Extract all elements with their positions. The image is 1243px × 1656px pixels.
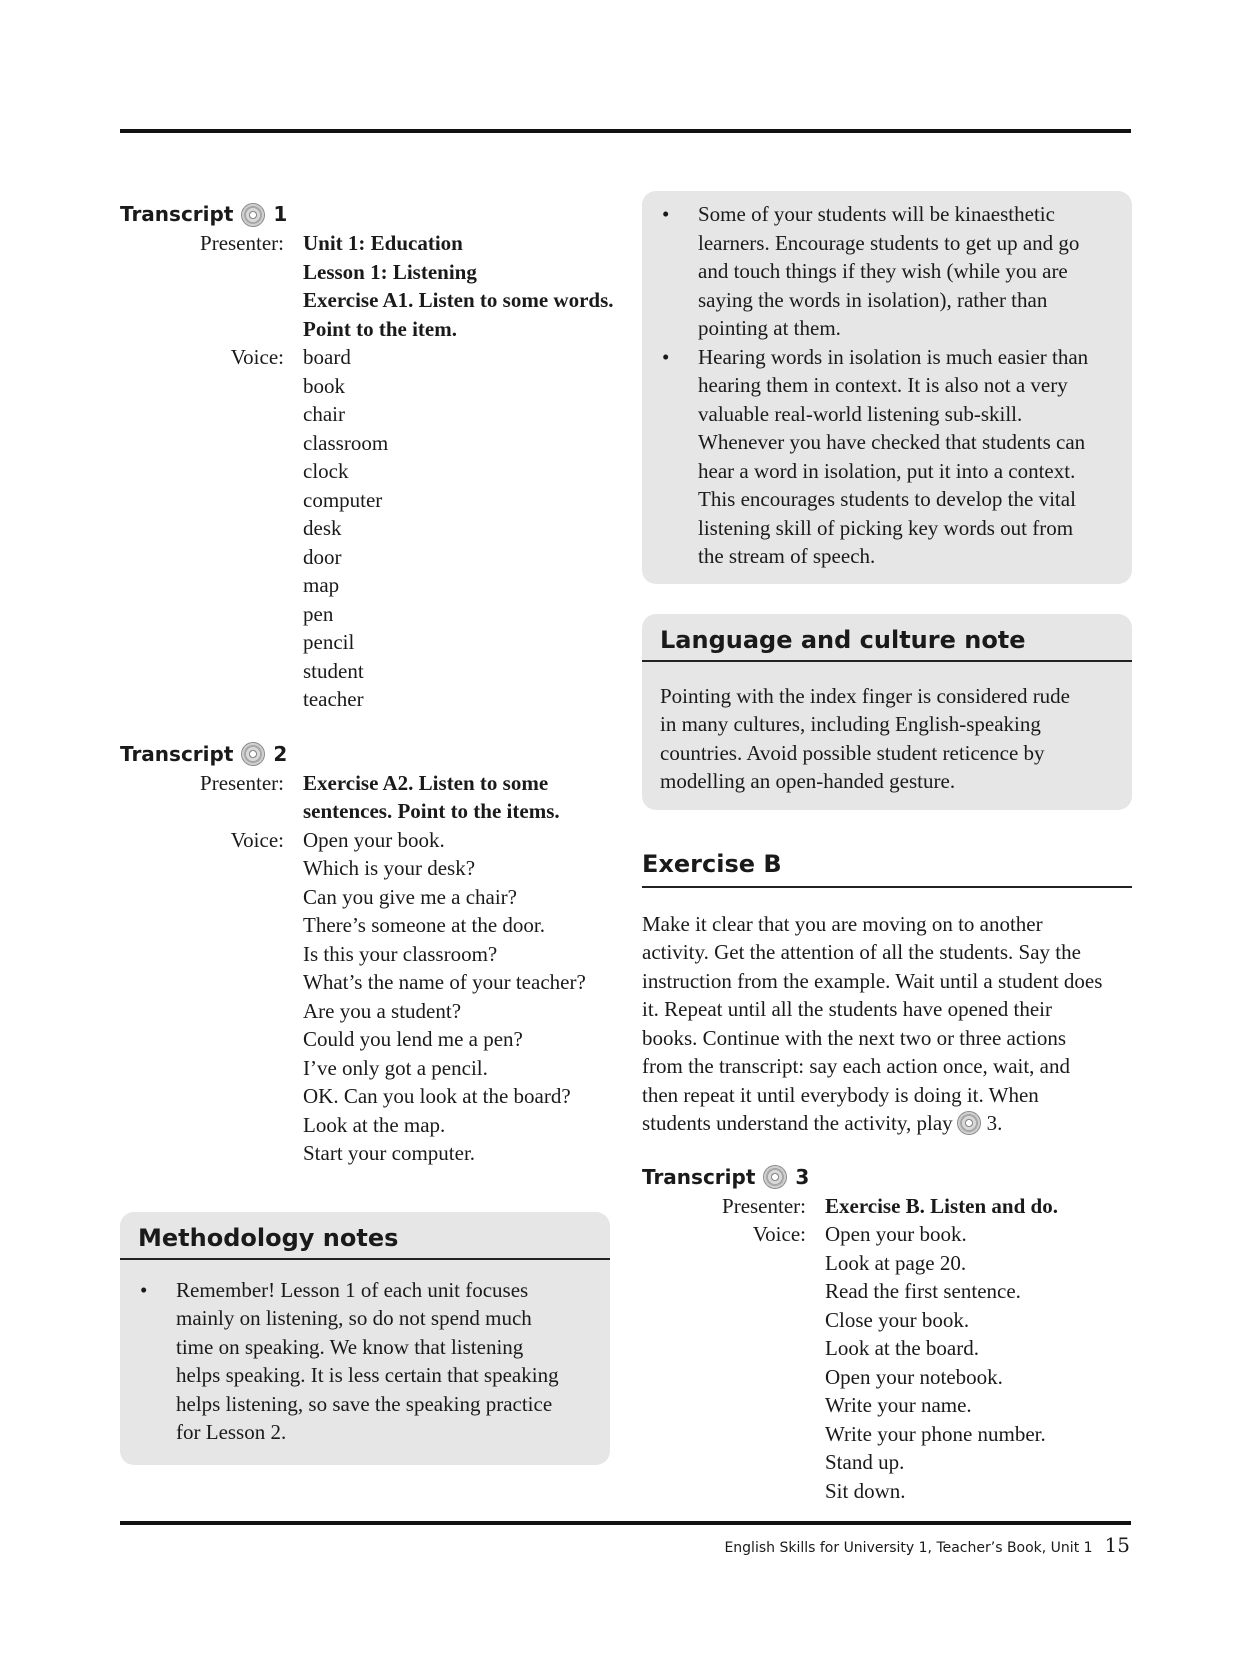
voice-line: Close your book. <box>825 1307 970 1332</box>
cd-icon <box>241 742 265 766</box>
presenter-line: Lesson 1: Listening <box>303 259 477 284</box>
continued-notes-box <box>642 191 1132 584</box>
transcript-1 <box>120 200 614 714</box>
page-number: 15 <box>1104 1533 1130 1557</box>
transcript-number: 1 <box>273 202 288 226</box>
voice-line: What’s the name of your teacher? <box>303 970 586 994</box>
paragraph-line: instruction from the example. Wait until a student does <box>642 968 1103 993</box>
transcript-label: Transcript <box>642 1164 756 1189</box>
voice-line: Look at page 20. <box>825 1250 967 1275</box>
bullet-line: Hearing words in isolation is much easier than <box>698 344 1089 369</box>
voice-line: Open your notebook. <box>825 1364 1003 1389</box>
bullet-line: learners. Encourage students to get up and go <box>698 230 1080 255</box>
note-line: modelling an open-handed gesture. <box>660 769 956 793</box>
voice-line: pencil <box>303 630 355 654</box>
bullet-line: hearing them in context. It is also not a very <box>698 373 1068 397</box>
voice-line: computer <box>303 487 383 512</box>
voice-line: Write your name. <box>825 1393 972 1417</box>
note-line: countries. Avoid possible student reticence by <box>660 740 1045 765</box>
voice-line: pen <box>303 601 334 626</box>
left-column <box>120 200 614 1465</box>
voice-line: There’s someone at the door. <box>303 913 546 937</box>
voice-line: OK. Can you look at the board? <box>303 1084 571 1108</box>
paragraph-text: 3. <box>986 1111 1003 1135</box>
bottom-rule <box>120 1521 1131 1525</box>
bullet-line: Whenever you have checked that students can <box>698 430 1086 454</box>
transcript-3 <box>642 1163 1132 1506</box>
voice-line: Are you a student? <box>303 998 462 1023</box>
presenter-line: Exercise A2. Listen to some <box>303 770 549 795</box>
note-line: in many cultures, including English-speaking <box>660 712 1041 736</box>
voice-line: Look at the map. <box>303 1112 446 1137</box>
presenter-label: Presenter: <box>722 1193 806 1218</box>
voice-line: chair <box>303 402 345 426</box>
top-rule <box>120 129 1131 133</box>
transcript-2-heading <box>120 740 610 769</box>
voice-line: Could you lend me a pen? <box>303 1027 523 1051</box>
voice-line: Is this your classroom? <box>303 941 498 966</box>
voice-line: I’ve only got a pencil. <box>303 1055 488 1080</box>
right-column <box>642 191 1132 1505</box>
voice-line: Read the first sentence. <box>825 1279 1021 1303</box>
presenter-line: Unit 1: Education <box>303 231 463 255</box>
transcript-number: 2 <box>273 741 288 766</box>
paragraph-line <box>642 1109 1132 1138</box>
voice-line: Which is your desk? <box>303 856 476 880</box>
transcript-label: Transcript <box>120 202 234 226</box>
bullet-line: hear a word in isolation, put it into a context. <box>698 458 1076 483</box>
transcript-label: Transcript <box>120 741 234 766</box>
bullet-line: listening skill of picking key words out from <box>698 515 1074 540</box>
bullet-dot: • <box>662 344 670 369</box>
voice-label: Voice: <box>752 1222 806 1246</box>
bullet-line: saying the words in isolation), rather than <box>698 287 1048 312</box>
bullet-line: Some of your students will be kinaesthetic <box>698 202 1055 226</box>
voice-label: Voice: <box>230 345 284 369</box>
voice-line: student <box>303 658 364 683</box>
language-culture-note-box <box>642 614 1132 810</box>
presenter-row <box>120 229 614 343</box>
footer-text: English Skills for University 1, Teacher’s Book, Unit 1 <box>724 1540 1093 1556</box>
voice-label: Voice: <box>230 827 284 852</box>
paragraph-line: then repeat it until everybody is doing it. When <box>642 1082 1039 1107</box>
voice-line: Stand up. <box>825 1450 905 1474</box>
paragraph-line: Make it clear that you are moving on to another <box>642 911 1043 936</box>
bullet-item <box>642 343 1132 571</box>
voice-line: book <box>303 373 345 398</box>
presenter-line: sentences. Point to the items. <box>303 799 560 823</box>
note-line: Pointing with the index finger is considered rude <box>660 683 1071 708</box>
paragraph-line: books. Continue with the next two or three actions <box>642 1025 1067 1050</box>
bullet-line: helps listening, so save the speaking practice <box>176 1391 553 1416</box>
bullet-line: time on speaking. We know that listening <box>176 1334 524 1359</box>
voice-line: Look at the board. <box>825 1336 979 1360</box>
voice-line: Open your book. <box>303 827 445 852</box>
presenter-line: Point to the item. <box>303 316 457 341</box>
exercise-b-section <box>642 850 1132 1138</box>
bullet-line: for Lesson 2. <box>176 1420 287 1444</box>
bullet-item <box>120 1276 610 1447</box>
presenter-label: Presenter: <box>200 231 284 255</box>
bullet-line: the stream of speech. <box>698 544 876 568</box>
paragraph-line: activity. Get the attention of all the students. Say the <box>642 940 1081 964</box>
paragraph-line: it. Repeat until all the students have opened their <box>642 997 1052 1021</box>
presenter-row <box>120 769 610 826</box>
bullet-line: valuable real-world listening sub-skill. <box>698 401 1023 426</box>
cd-icon <box>957 1111 981 1135</box>
voice-line: classroom <box>303 430 389 455</box>
voice-line: door <box>303 544 342 569</box>
cd-icon <box>241 203 265 227</box>
voice-line: Can you give me a chair? <box>303 884 517 909</box>
paragraph-text: students understand the activity, play <box>642 1111 953 1135</box>
voice-line: map <box>303 573 340 597</box>
transcript-3-heading <box>642 1163 1132 1192</box>
bullet-line: Remember! Lesson 1 of each unit focuses <box>176 1277 529 1302</box>
voice-line: board <box>303 345 351 369</box>
voice-row <box>642 1220 1132 1505</box>
presenter-line: Exercise B. Listen and do. <box>825 1193 1058 1218</box>
voice-line: Write your phone number. <box>825 1421 1046 1446</box>
bullet-line: pointing at them. <box>698 316 841 340</box>
presenter-row <box>642 1192 1132 1221</box>
presenter-label: Presenter: <box>200 770 284 795</box>
transcript-1-heading <box>120 200 610 229</box>
bullet-line: and touch things if they wish (while you are <box>698 259 1068 283</box>
methodology-notes-title: Methodology notes <box>120 1212 610 1260</box>
voice-line: Start your computer. <box>303 1141 476 1165</box>
bullet-line: mainly on listening, so do not spend much <box>176 1306 532 1330</box>
presenter-line: Exercise A1. Listen to some words. <box>303 288 614 312</box>
page-footer <box>724 1533 1130 1557</box>
transcript-2 <box>120 740 610 1168</box>
cd-icon <box>763 1165 787 1189</box>
language-culture-note-title: Language and culture note <box>642 614 1132 662</box>
voice-row <box>120 826 610 1168</box>
voice-line: desk <box>303 516 342 540</box>
bullet-dot: • <box>140 1277 148 1302</box>
transcript-number: 3 <box>795 1164 810 1189</box>
voice-row <box>120 343 610 714</box>
bullet-dot: • <box>662 202 670 226</box>
voice-line: Sit down. <box>825 1478 906 1503</box>
voice-line: clock <box>303 459 349 483</box>
bullet-line: This encourages students to develop the vital <box>698 487 1076 511</box>
voice-line: teacher <box>303 687 364 711</box>
bullet-line: helps speaking. It is less certain that speaking <box>176 1363 559 1387</box>
exercise-b-title: Exercise B <box>642 850 1132 888</box>
bullet-item <box>642 200 1132 343</box>
voice-line: Open your book. <box>825 1222 967 1246</box>
methodology-notes-box <box>120 1212 610 1465</box>
paragraph-line: from the transcript: say each action once, wait, and <box>642 1054 1070 1078</box>
